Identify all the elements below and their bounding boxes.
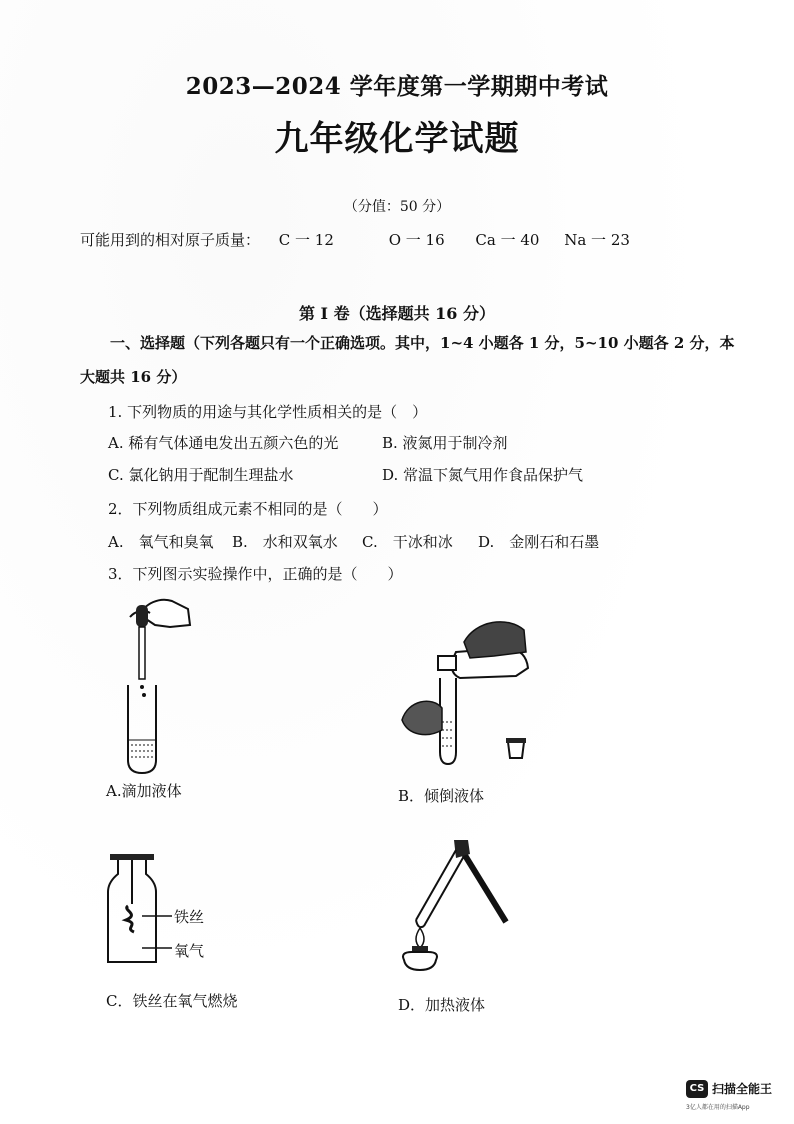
atomic-masses	[80, 229, 630, 250]
section-instruction-line2: 大题共 16 分）	[80, 368, 187, 386]
question-1-option-a: A. 稀有气体通电发出五颜六色的光	[108, 434, 339, 452]
atomic-mass-ca: Ca 一 40	[475, 231, 540, 249]
figure-d-heating-illustration	[398, 836, 518, 976]
atomic-mass-na: Na 一 23	[564, 231, 630, 249]
figure-d-label: D．加热液体	[398, 996, 486, 1014]
question-2-stem: 2．下列物质组成元素不相同的是（ ）	[108, 500, 388, 518]
figure-c-iron-wire-illustration	[100, 852, 240, 972]
question-1-option-b: B. 液氮用于制冷剂	[382, 434, 508, 452]
question-1-option-d: D. 常温下氮气用作食品保护气	[382, 466, 584, 484]
question-2-option-a: A. 氧气和臭氧	[108, 533, 214, 551]
question-2-option-b: B. 水和双氧水	[232, 533, 338, 551]
score-note: （分值：50 分）	[343, 199, 451, 215]
figure-a-dropper-illustration	[100, 595, 210, 775]
section-title: 第 I 卷（选择题共 16 分）	[298, 304, 496, 323]
section-instruction-line1: 一、选择题（下列各题只有一个正确选项。其中，1~4 小题各 1 分，5~10 小题各 2 分，本	[110, 334, 735, 352]
figure-b-label: B．倾倒液体	[398, 787, 485, 805]
question-2-option-c: C. 干冰和冰	[362, 533, 453, 551]
atomic-mass-c: C 一 12	[278, 231, 334, 249]
scanner-tagline: 3亿人都在用的扫描App	[686, 1104, 750, 1111]
question-1-option-c: C. 氯化钠用于配制生理盐水	[108, 466, 294, 484]
atomic-masses-label: 可能用到的相对原子质量：	[80, 231, 261, 249]
figure-c-label: C．铁丝在氧气燃烧	[106, 992, 238, 1010]
question-1-stem: 1. 下列物质的用途与其化学性质相关的是（ ）	[108, 403, 428, 421]
scanner-logo-icon: CS	[686, 1080, 708, 1098]
figure-c-annotation-iron-wire: 铁丝	[174, 908, 205, 926]
question-2-option-d: D. 金刚石和石墨	[478, 533, 600, 551]
atomic-mass-o: O 一 16	[388, 231, 445, 249]
figure-b-pouring-illustration	[398, 612, 548, 772]
exam-title: 2023—2024 学年度第一学期期中考试	[185, 73, 609, 100]
scanner-brand-name: 扫描全能王	[712, 1082, 773, 1096]
question-3-stem: 3．下列图示实验操作中，正确的是（ ）	[108, 565, 403, 583]
exam-subtitle: 九年级化学试题	[274, 119, 520, 159]
scanner-watermark	[686, 1080, 786, 1114]
figure-a-label: A.滴加液体	[106, 782, 182, 800]
figure-c-annotation-oxygen: 氧气	[174, 942, 205, 960]
